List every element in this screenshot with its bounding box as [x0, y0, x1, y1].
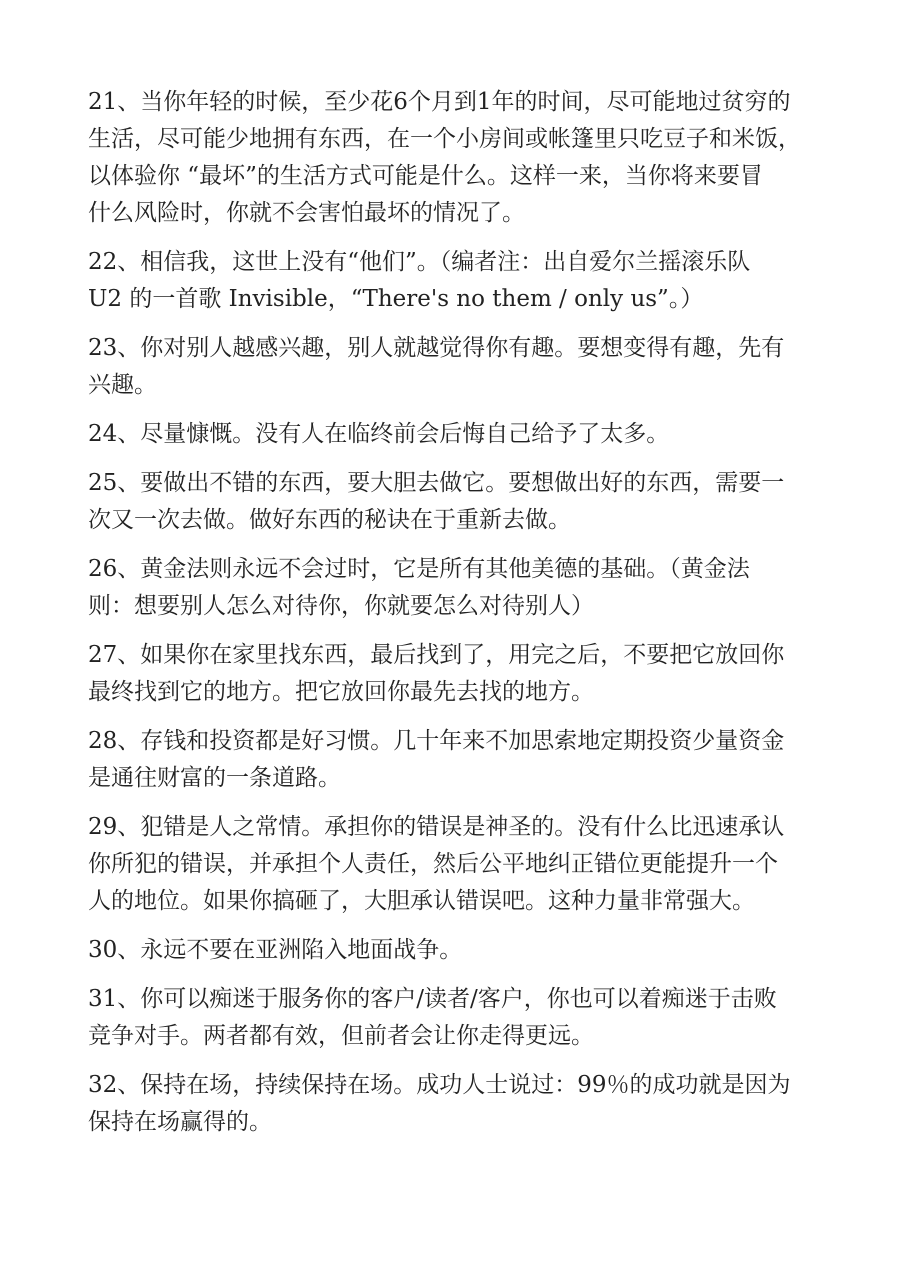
advice-item-24 — [88, 416, 823, 453]
paragraph-line: 最终找到它的地方。把它放回你最先去找的地方。 — [88, 679, 594, 705]
advice-item-25 — [88, 465, 823, 539]
paragraph-line: 27、如果你在家里找东西，最后找到了，用完之后，不要把它放回你 — [88, 642, 785, 668]
paragraph-line: 你所犯的错误，并承担个人责任，然后公平地纠正错位更能提升一个 — [88, 851, 778, 877]
advice-item-26 — [88, 551, 823, 625]
advice-list — [88, 84, 823, 1153]
paragraph-line: 保持在场赢得的。 — [88, 1109, 272, 1135]
advice-item-27 — [88, 637, 823, 711]
paragraph-line: U2 的一首歌 Invisible，“There's no them / only us”。） — [88, 286, 704, 312]
paragraph-line: 兴趣。 — [88, 372, 157, 398]
paragraph-line: 是通往财富的一条道路。 — [88, 765, 341, 791]
advice-item-32 — [88, 1067, 823, 1141]
paragraph-line: 32、保持在场，持续保持在场。成功人士说过：99％的成功就是因为 — [88, 1072, 791, 1098]
paragraph-line: 28、存钱和投资都是好习惯。几十年来不加思索地定期投资少量资金 — [88, 728, 785, 754]
paragraph-line: 人的地位。如果你搞砸了，大胆承认错误吧。这种力量非常强大。 — [88, 888, 755, 914]
paragraph-line: 30、永远不要在亚洲陷入地面战争。 — [88, 937, 463, 963]
paragraph-line: 29、犯错是人之常情。承担你的错误是神圣的。没有什么比迅速承认 — [88, 814, 785, 840]
paragraph-line: 以体验你 “最坏”的生活方式可能是什么。这样一来，当你将来要冒 — [88, 163, 763, 189]
advice-item-22 — [88, 244, 823, 318]
advice-item-28 — [88, 723, 823, 797]
paragraph-line: 则：想要别人怎么对待你，你就要怎么对待别人） — [88, 593, 594, 619]
paragraph-line: 24、尽量慷慨。没有人在临终前会后悔自己给予了太多。 — [88, 421, 670, 447]
paragraph-line: 26、黄金法则永远不会过时，它是所有其他美德的基础。（黄金法 — [88, 556, 750, 582]
paragraph-line: 23、你对别人越感兴趣，别人就越觉得你有趣。要想变得有趣，先有 — [88, 335, 785, 361]
paragraph-line: 什么风险时，你就不会害怕最坏的情况了。 — [88, 200, 525, 226]
paragraph-line: 次又一次去做。做好东西的秘诀在于重新去做。 — [88, 507, 571, 533]
advice-item-31 — [88, 981, 823, 1055]
paragraph-line: 竞争对手。两者都有效，但前者会让你走得更远。 — [88, 1023, 594, 1049]
paragraph-line: 21、当你年轻的时候，至少花6个月到1年的时间，尽可能地过贫穷的 — [88, 89, 791, 115]
advice-item-30 — [88, 932, 823, 969]
advice-item-21 — [88, 84, 823, 232]
advice-item-29 — [88, 809, 823, 920]
paragraph-line: 22、相信我，这世上没有“他们”。（编者注：出自爱尔兰摇滚乐队 — [88, 249, 751, 275]
paragraph-line: 25、要做出不错的东西，要大胆去做它。要想做出好的东西，需要一 — [88, 470, 785, 496]
paragraph-line: 31、你可以痴迷于服务你的客户/读者/客户，你也可以着痴迷于击败 — [88, 986, 777, 1012]
advice-item-23 — [88, 330, 823, 404]
paragraph-line: 生活，尽可能少地拥有东西，在一个小房间或帐篷里只吃豆子和米饭， — [88, 126, 801, 152]
